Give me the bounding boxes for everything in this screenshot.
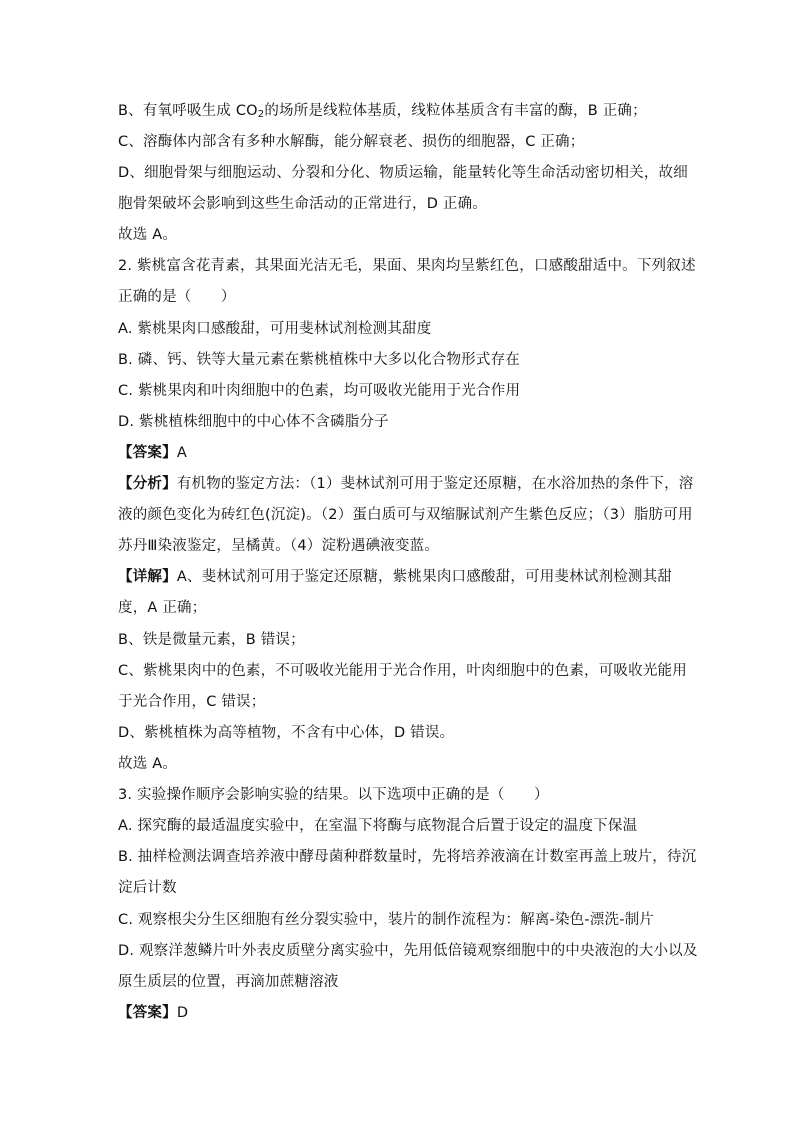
text-line: D、紫桃植株为高等植物，不含有中心体，D 错误。 — [118, 725, 455, 741]
question-3-stem: 3. 实验操作顺序会影响实验的结果。以下选项中正确的是（ ） — [118, 787, 549, 803]
text-line: 故选 A。 — [118, 227, 178, 243]
question-2-option-c: C. 紫桃果肉和叶肉细胞中的色素，均可吸收光能用于光合作用 — [118, 383, 521, 399]
text-line: 苏丹Ⅲ染液鉴定，呈橘黄。（4）淀粉遇碘液变蓝。 — [118, 538, 440, 554]
question-2-stem-cont: 正确的是（ ） — [118, 289, 236, 305]
question-2-option-b: B. 磷、钙、铁等大量元素在紫桃植株中大多以化合物形式存在 — [118, 352, 520, 368]
text-line: 胞骨架破坏会影响到这些生命活动的正常进行，D 正确。 — [118, 196, 487, 212]
question-3-option-d-cont: 原生质层的位置，再滴加蔗糖溶液 — [118, 974, 339, 990]
text-line: C、溶酶体内部含有多种水解酶，能分解衰老、损伤的细胞器，C 正确； — [118, 134, 585, 150]
question-3-option-d: D. 观察洋葱鳞片叶外表皮质壁分离实验中，先用低倍镜观察细胞中的中央液泡的大小以及 — [118, 943, 698, 959]
text-segment: B、有氧呼吸生成 CO — [118, 103, 258, 119]
text-segment: 的场所是线粒体基质，线粒体基质含有丰富的酶，B 正确； — [264, 103, 647, 119]
text-line: B、铁是微量元素，B 错误； — [118, 632, 305, 648]
analysis-label: 【分析】 — [118, 476, 177, 492]
question-3-option-c: C. 观察根尖分生区细胞有丝分裂实验中，装片的制作流程为：解离-染色-漂洗-制片 — [118, 912, 655, 928]
text-line: 于光合作用，C 错误； — [118, 694, 266, 710]
text-line: 度，A 正确； — [118, 600, 207, 616]
answer-value: A — [176, 445, 187, 461]
question-3-option-a: A. 探究酶的最适温度实验中，在室温下将酶与底物混合后置于设定的温度下保温 — [118, 818, 638, 834]
question-2-option-a: A. 紫桃果肉口感酸甜，可用斐林试剂检测其甜度 — [118, 321, 432, 337]
text-line: C、紫桃果肉中的色素，不可吸收光能用于光合作用，叶肉细胞中的色素，可吸收光能用 — [118, 663, 687, 679]
text-line: D、细胞骨架与细胞运动、分裂和分化、物质运输，能量转化等生命活动密切相关，故细 — [118, 165, 688, 181]
question-2-option-d: D. 紫桃植株细胞中的中心体不含磷脂分子 — [118, 414, 389, 430]
text-line: 液的颜色变化为砖红色(沉淀)。（2）蛋白质可与双缩脲试剂产生紫色反应；（3）脂肪可用 — [118, 507, 693, 523]
text-line-b-option — [118, 101, 678, 121]
analysis-line — [118, 474, 694, 494]
question-3-option-b-cont: 淀后计数 — [118, 880, 177, 896]
detail-line — [118, 567, 678, 587]
answer-line — [118, 443, 678, 463]
detail-text: A、斐林试剂可用于鉴定还原糖，紫桃果肉口感酸甜，可用斐林试剂检测其甜 — [176, 569, 673, 585]
subscript: 2 — [257, 109, 265, 120]
answer-label: 【答案】 — [118, 1005, 177, 1021]
detail-label: 【详解】 — [118, 569, 177, 585]
answer-label: 【答案】 — [118, 445, 177, 461]
question-3-option-b: B. 抽样检测法调查培养液中酵母菌种群数量时，先将培养液滴在计数室再盖上玻片，待沉 — [118, 849, 697, 865]
text-line: 故选 A。 — [118, 756, 178, 772]
analysis-text: 有机物的鉴定方法：（1）斐林试剂可用于鉴定还原糖，在水浴加热的条件下，溶 — [176, 476, 694, 492]
answer-line-2 — [118, 1003, 678, 1023]
question-2-stem: 2. 紫桃富含花青素，其果面光洁无毛，果面、果肉均呈紫红色，口感酸甜适中。下列叙述 — [118, 258, 696, 274]
answer-value: D — [176, 1005, 189, 1021]
